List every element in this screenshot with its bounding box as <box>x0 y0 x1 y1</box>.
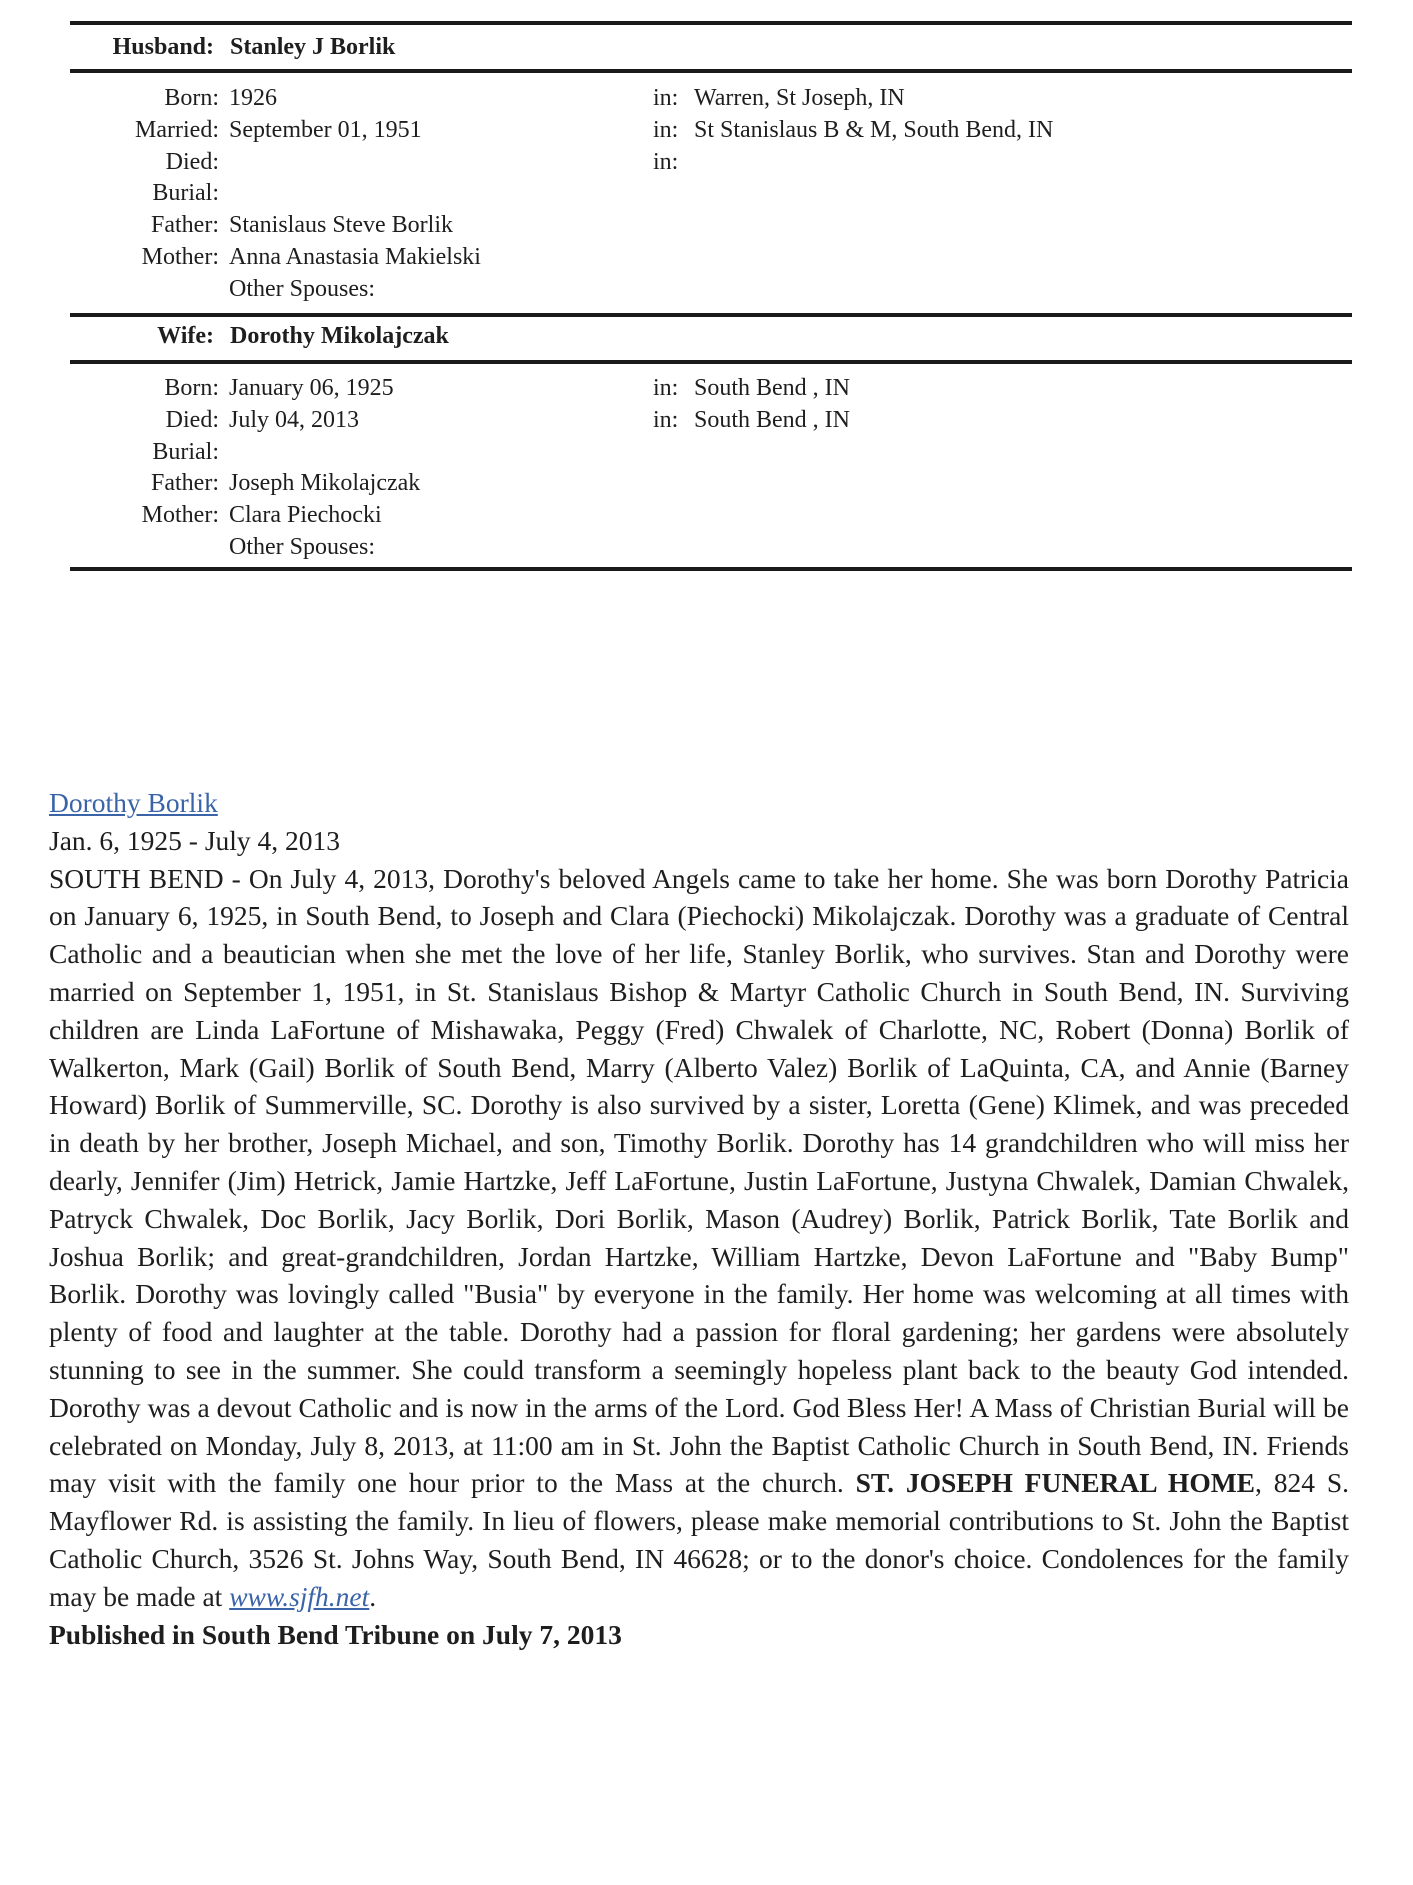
place-label: in: <box>653 406 679 433</box>
field-label: Died: <box>165 406 219 433</box>
field-row <box>70 177 1352 209</box>
obituary-text-end: . <box>369 1580 377 1612</box>
place-label: in: <box>653 375 679 401</box>
field-label: Mother: <box>141 244 219 270</box>
field-value: July 04, 2013 <box>229 406 360 433</box>
place-value: South Bend , IN <box>694 406 850 433</box>
field-row <box>70 436 1352 468</box>
top-rule <box>70 21 1352 25</box>
field-row <box>70 531 1352 563</box>
field-value: January 06, 1925 <box>229 375 394 401</box>
husband-header-label: Husband: <box>112 34 214 60</box>
field-label: Father: <box>151 470 219 497</box>
field-row <box>70 146 1352 178</box>
wife-name: Dorothy Mikolajczak <box>230 323 449 349</box>
field-value: Clara Piechocki <box>229 502 382 529</box>
obituary-body <box>49 860 1349 1616</box>
obituary-text-main: SOUTH BEND - On July 4, 2013, Dorothy's beloved Angels came to take her home. She was born Dorothy Patricia on January 6, 1925, in South Bend, to Joseph and Clara (Piechocki) Mikolajczak. Dorothy was a graduate of Central Catholic and a beautician when she met the love of her life, Stanley Borlik, who survives. Stan and Dorothy were married on September 1, 1951, in St. Stanislaus Bishop & Martyr Catholic Church in South Bend, IN. Surviving children are Linda LaFortune of Mishawaka, Peggy (Fred) Chwalek of Charlotte, NC, Robert (Donna) Borlik of Walkerton, Mark (Gail) Borlik of South Bend, Marry (Alberto Valez) Borlik of LaQuinta, CA, and Annie (Barney Howard) Borlik of Summerville, SC. Dorothy is also survived by a sister, Loretta (Gene) Klimek, and was preceded in death by her brother, Joseph Michael, and son, Timothy Borlik. Dorothy has 14 grandchildren who will miss her dearly, Jennifer (Jim) Hetrick, Jamie Hartzke, Jeff LaFortune, Justin LaFortune, Justyna Chwalek, Damian Chwalek, Patryck Chwalek, Doc Borlik, Jacy Borlik, Dori Borlik, Mason (Audrey) Borlik, Patrick Borlik, Tate Borlik and Joshua Borlik; and great-grandchildren, Jordan Hartzke, William Hartzke, Devon LaFortune and "Baby Bump" Borlik. Dorothy was lovingly called "Busia" by everyone in the family. Her home was welcoming at all times with plenty of food and laughter at the table. Dorothy had a passion for floral gardening; her gardens were absolutely stunning to see in the summer. She could transform a seemingly hopeless plant back to the beauty God intended. Dorothy was a devout Catholic and is now in the arms of the Lord. God Bless Her! A Mass of Christian Burial will be celebrated on Monday, July 8, 2013, at 11:00 am in St. John the Baptist Catholic Church in South Bend, IN. Friends may visit with the family one hour prior to the Mass at the church. <box>49 862 1349 1499</box>
field-label: Burial: <box>152 438 219 465</box>
wife-header-rule <box>70 360 1352 364</box>
published-note: Published in South Bend Tribune on July 7, 2013 <box>49 1618 622 1650</box>
place-value: Warren, St Joseph, IN <box>694 85 905 111</box>
field-value: Other Spouses: <box>229 534 375 560</box>
field-label: Father: <box>151 212 219 239</box>
field-row <box>70 241 1352 273</box>
field-value: Joseph Mikolajczak <box>229 470 421 497</box>
field-row <box>70 404 1352 436</box>
field-label: Born: <box>164 375 219 401</box>
field-row <box>70 273 1352 305</box>
field-row <box>70 209 1352 241</box>
obituary <box>49 784 1349 1653</box>
field-row <box>70 499 1352 531</box>
place-value: South Bend , IN <box>694 375 850 401</box>
field-row <box>70 114 1352 146</box>
field-label: Married: <box>135 116 219 143</box>
wife-top-rule <box>70 313 1352 317</box>
funeral-home-name: ST. JOSEPH FUNERAL HOME <box>855 1467 1256 1499</box>
place-label: in: <box>653 85 679 111</box>
husband-name: Stanley J Borlik <box>230 34 396 60</box>
field-value: Stanislaus Steve Borlik <box>229 212 453 239</box>
obituary-text-continued: , 824 S. Mayflower Rd. is assisting the family. In lieu of flowers, please make memorial contributions to St. John the Baptist Catholic Church, 3526 St. Johns Way, South Bend, IN 46628; or to the donor's choice. Condolences for the family may be made at <box>49 1467 1349 1612</box>
field-label: Burial: <box>152 180 219 207</box>
field-label: Died: <box>165 148 219 175</box>
place-label: in: <box>653 148 679 175</box>
place-label: in: <box>653 116 679 143</box>
obituary-dates: Jan. 6, 1925 - July 4, 2013 <box>49 824 341 856</box>
field-value: Anna Anastasia Makielski <box>229 244 481 270</box>
funeral-home-website-link[interactable]: www.sjfh.net <box>229 1580 370 1612</box>
field-label: Born: <box>164 85 219 111</box>
bottom-rule <box>70 567 1352 571</box>
field-row <box>70 372 1352 404</box>
field-value: September 01, 1951 <box>229 116 422 143</box>
field-value: Other Spouses: <box>229 275 375 302</box>
obituary-name-link[interactable]: Dorothy Borlik <box>49 787 218 818</box>
place-value: St Stanislaus B & M, South Bend, IN <box>694 116 1054 143</box>
wife-header-label: Wife: <box>157 323 214 349</box>
field-label: Mother: <box>141 502 219 529</box>
field-row <box>70 467 1352 499</box>
field-row <box>70 82 1352 114</box>
husband-header-rule <box>70 69 1352 73</box>
field-value: 1926 <box>229 85 277 111</box>
